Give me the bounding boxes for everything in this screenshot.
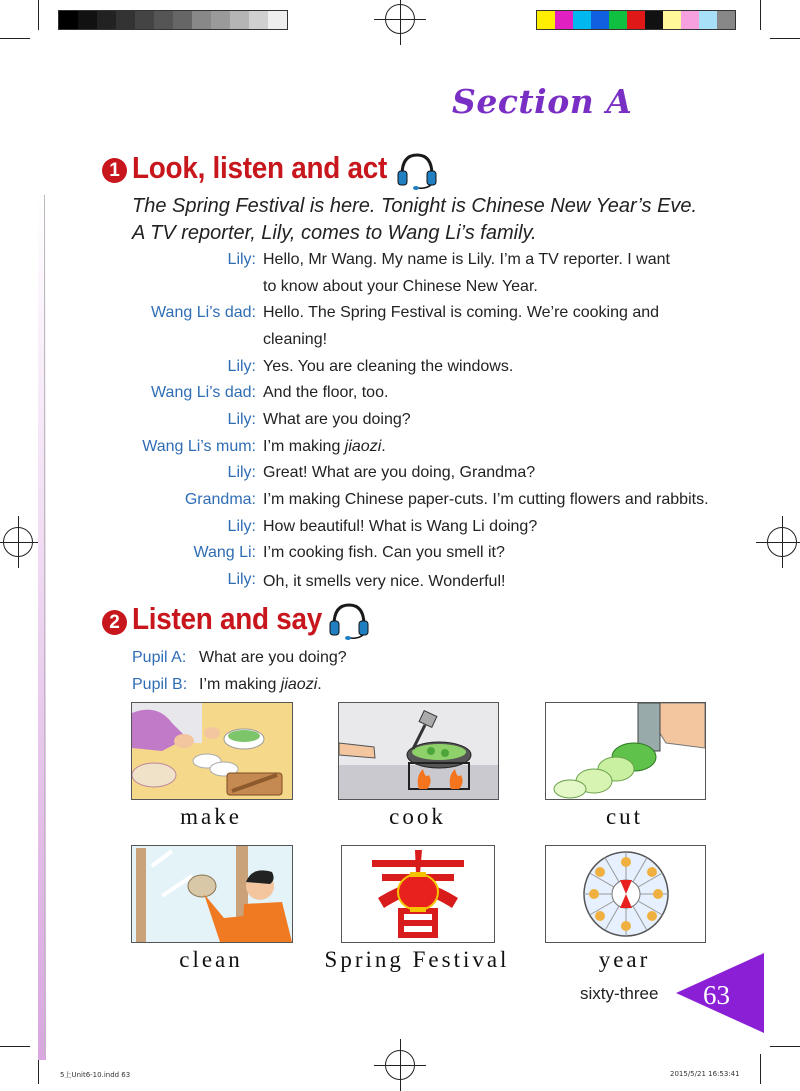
registration-mark-top <box>385 4 415 34</box>
speaker-lily: Lily: <box>227 411 256 428</box>
intro-line-2: A TV reporter, Lily, comes to Wang Li’s family. <box>132 222 537 244</box>
dialogue-line: Hello, Mr Wang. My name is Lily. I’m a TV reporter. I want <box>263 251 670 268</box>
color-calibration-strip <box>536 10 736 30</box>
speaker-lily: Lily: <box>227 518 256 535</box>
grayscale-calibration-strip <box>58 10 288 30</box>
speaker-lily: Lily: <box>227 571 256 588</box>
dialogue-line: I’m cooking fish. Can you smell it? <box>263 544 505 561</box>
headphones-icon[interactable] <box>396 151 438 191</box>
pupil-b-label: Pupil B: <box>132 676 188 693</box>
dialogue-line <box>263 438 386 456</box>
part2-number-badge: 2 <box>102 610 127 635</box>
intro-line-1: The Spring Festival is here. Tonight is Chinese New Year’s Eve. <box>132 195 698 217</box>
dialogue-line: Great! What are you doing, Grandma? <box>263 464 536 481</box>
speaker-dad: Wang Li’s dad: <box>151 384 256 401</box>
crop-mark <box>770 1046 800 1047</box>
dialogue-line: How beautiful! What is Wang Li doing? <box>263 518 538 535</box>
pupil-b-text <box>199 676 322 694</box>
picture-make-jiaozi <box>131 702 293 800</box>
registration-mark-bottom <box>385 1050 415 1080</box>
speaker-mum: Wang Li’s mum: <box>142 438 256 455</box>
caption-cut: cut <box>605 804 644 829</box>
dialogue-line: I’m making Chinese paper-cuts. I’m cutting flowers and rabbits. <box>263 491 709 508</box>
picture-clean <box>131 845 293 943</box>
pupil-b-after: . <box>317 676 322 693</box>
part2-heading: Listen and say <box>132 601 323 636</box>
page-edge-line <box>44 195 45 1055</box>
caption-year: year <box>598 947 651 972</box>
crop-mark <box>770 38 800 39</box>
caption-make: make <box>180 804 242 829</box>
caption-spring-festival: Spring Festival <box>324 947 510 972</box>
part1-number-badge: 1 <box>102 158 127 183</box>
speaker-grandma: Grandma: <box>184 491 256 508</box>
dialogue-line: cleaning! <box>263 331 328 348</box>
dialogue-line: Yes. You are cleaning the windows. <box>263 358 514 375</box>
file-info: 5上Unit6-10.indd 63 <box>60 1071 131 1079</box>
print-timestamp: 2015/5/21 16:53:41 <box>670 1070 740 1078</box>
crop-mark <box>38 0 39 30</box>
caption-cook: cook <box>389 804 446 829</box>
dialogue-italic: jiaozi <box>344 438 382 455</box>
section-title: Section A <box>452 82 633 121</box>
speaker-dad: Wang Li’s dad: <box>151 304 256 321</box>
speaker-lily: Lily: <box>227 251 256 268</box>
speaker-lily: Lily: <box>227 464 256 481</box>
crop-mark <box>0 38 30 39</box>
dialogue-text: I’m making <box>263 438 345 455</box>
picture-cut <box>545 702 706 800</box>
pupil-b-italic: jiaozi <box>280 676 318 693</box>
picture-year-zodiac <box>545 845 706 943</box>
dialogue-line: And the floor, too. <box>263 384 389 401</box>
caption-clean: clean <box>179 947 243 972</box>
picture-cook <box>338 702 499 800</box>
dialogue-line: Oh, it smells very nice. Wonderful! <box>263 573 506 590</box>
picture-spring-festival <box>341 845 495 943</box>
dialogue-text: . <box>381 438 386 455</box>
speaker-lily: Lily: <box>227 358 256 375</box>
crop-mark <box>760 1054 761 1084</box>
crop-mark <box>0 1046 30 1047</box>
registration-mark-left <box>3 527 33 557</box>
dialogue-line: to know about your Chinese New Year. <box>263 278 538 295</box>
dialogue-line: Hello. The Spring Festival is coming. We’re cooking and <box>263 304 660 321</box>
dialogue-line: What are you doing? <box>263 411 411 428</box>
crop-mark <box>760 0 761 30</box>
registration-mark-right <box>767 527 797 557</box>
pupil-a-text: What are you doing? <box>199 649 347 666</box>
pupil-b-plain: I’m making <box>199 676 281 693</box>
pupil-a-label: Pupil A: <box>132 649 187 666</box>
page-number-word: sixty-three <box>580 984 659 1003</box>
part1-heading: Look, listen and act <box>132 150 388 185</box>
speaker-wang-li: Wang Li: <box>193 544 256 561</box>
page-number: 63 <box>703 980 730 1010</box>
headphones-icon[interactable] <box>328 601 370 641</box>
